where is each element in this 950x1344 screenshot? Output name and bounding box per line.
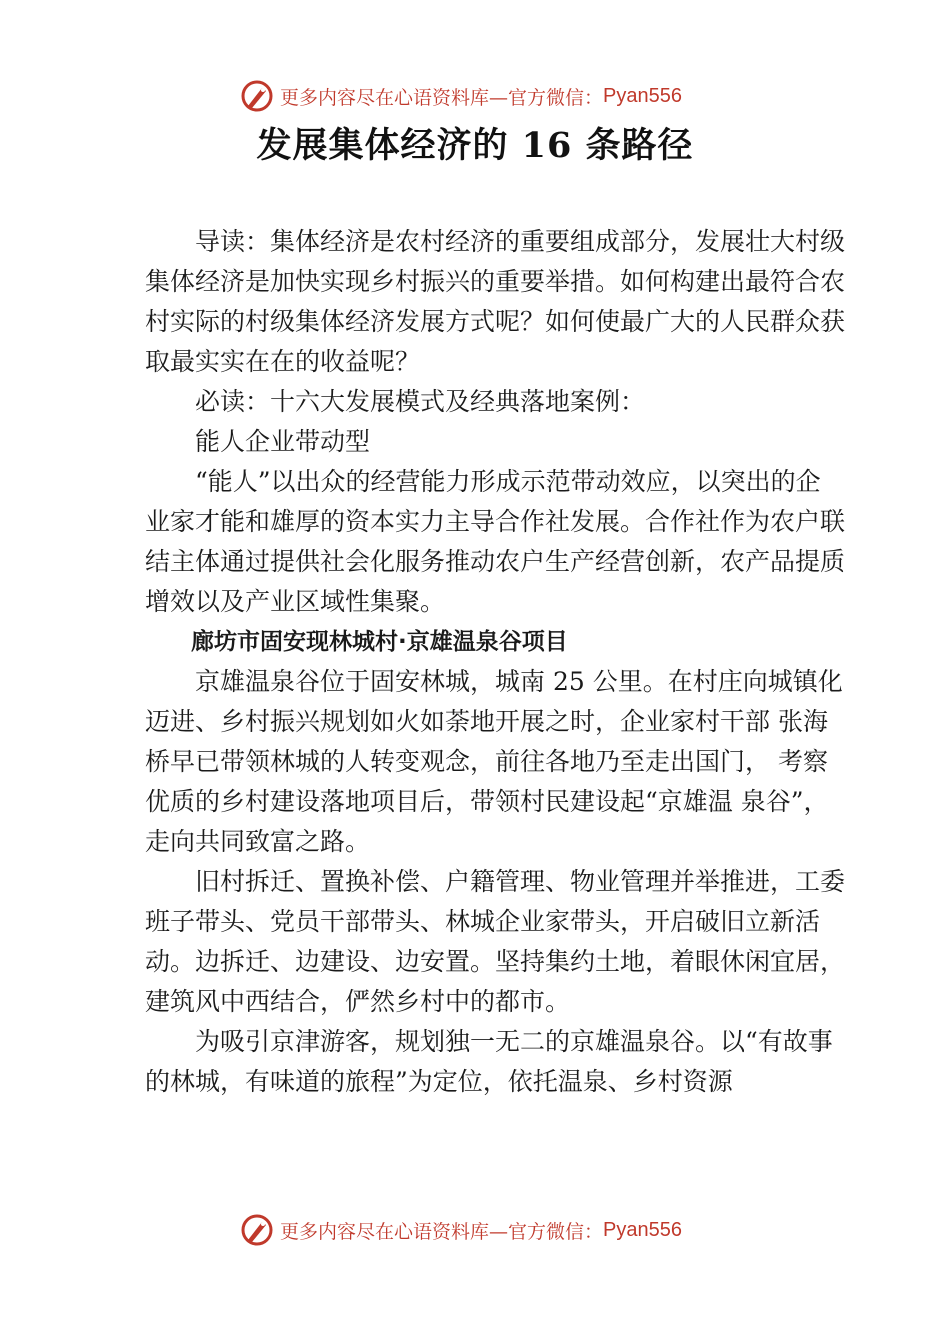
paragraph-case-3: 为吸引京津游客，规划独一无二的京雄温泉谷。以“有故事的林城，有味道的旅程”为定位，依托温泉、乡村资源: [145, 1027, 833, 1096]
pen-nib-circle-icon: [240, 1213, 274, 1247]
footer-wechat-id: Pyan556: [603, 1218, 682, 1241]
case-heading: 廊坊市固安现林城村·京雄温泉谷项目: [191, 629, 568, 655]
footer-banner-text: 更多内容尽在心语资料库—官方微信：: [280, 1220, 604, 1243]
pen-nib-circle-icon: [240, 79, 274, 113]
footer-banner: [240, 1210, 682, 1250]
header-wechat-id: Pyan556: [603, 84, 682, 107]
header-banner-text: 更多内容尽在心语资料库—官方微信：: [280, 86, 604, 109]
paragraph-intro: 导读：集体经济是农村经济的重要组成部分，发展壮大村级集体经济是加快实现乡村振兴的重要举措。如何构建出最符合农村实际的村级集体经济发展方式呢？如何使最广大的人民群众获取最实实在在的收益呢？: [145, 227, 846, 376]
paragraph-model-name: 能人企业带动型: [195, 427, 371, 456]
header-banner: [240, 76, 682, 116]
paragraph-case-2: 旧村拆迁、置换补偿、户籍管理、物业管理并举推进，工委班子带头、党员干部带头、林城企业家带头，开启破旧立新活动。边拆迁、边建设、边安置。坚持集约土地，着眼休闲宜居，建筑风中西结合，俨然乡村中的都市。: [145, 867, 846, 1016]
document-title: 发展集体经济的 16 条路径: [256, 125, 694, 166]
paragraph-must-read: 必读：十六大发展模式及经典落地案例：: [195, 387, 646, 416]
document-body: [145, 222, 845, 1102]
paragraph-model-desc: “能人”以出众的经营能力形成示范带动效应，以突出的企业家才能和雄厚的资本实力主导合作社发展。合作社作为农户联结主体通过提供社会化服务推动农户生产经营创新，农产品提质增效以及产业区域性集聚。: [145, 467, 846, 616]
paragraph-case-1: 京雄温泉谷位于固安林城，城南 25 公里。在村庄向城镇化迈进、乡村振兴规划如火如荼地开展之时，企业家村干部 张海桥早已带领林城的人转变观念，前往各地乃至走出国门， 考察优质的乡村建设落地项目后，带领村民建设起“京雄温 泉谷”，走向共同致富之路。: [145, 667, 843, 856]
